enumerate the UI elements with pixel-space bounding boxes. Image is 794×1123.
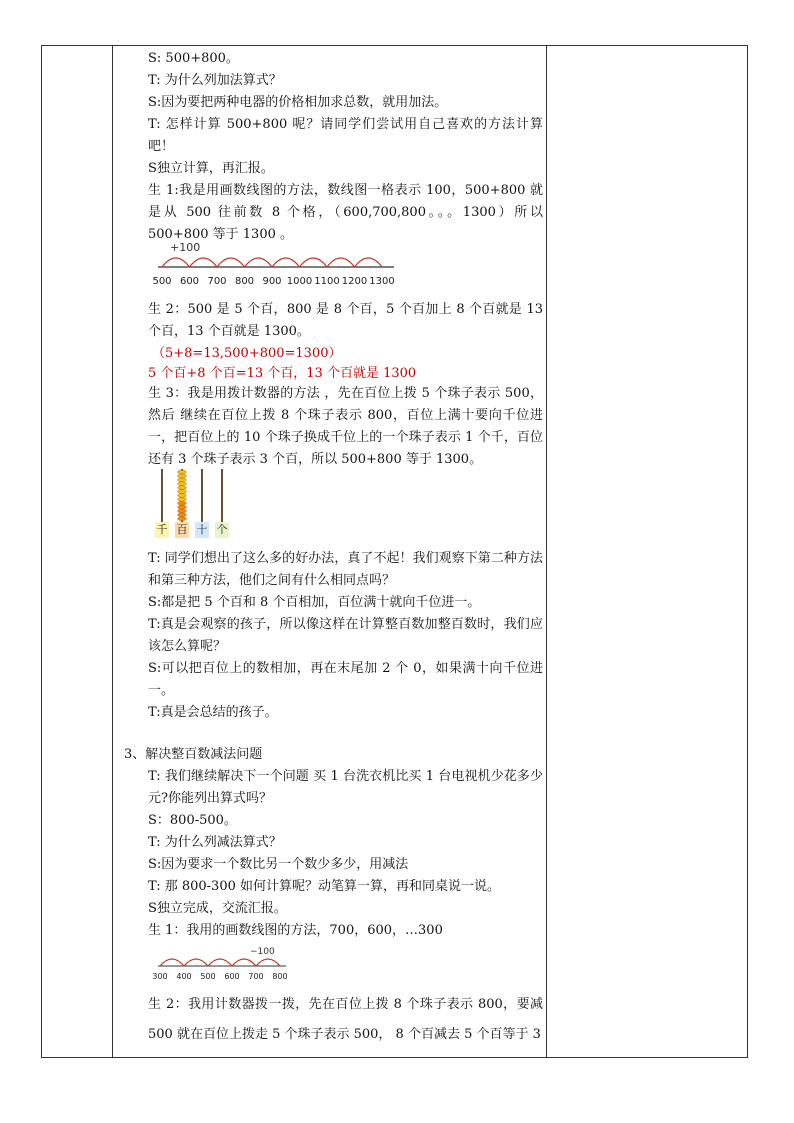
tick-label: 800: [234, 276, 255, 287]
tick-label: 500: [152, 276, 172, 287]
tick-label: 1100: [314, 276, 340, 287]
jump-arc: [327, 258, 355, 267]
tick-label: 800: [272, 972, 288, 981]
tick-label: 900: [262, 276, 282, 287]
line-18: S：800-500。: [148, 813, 237, 828]
jump-arc: [355, 258, 383, 267]
line-14: S:可以把百位上的数相加，再在末尾加 2 个 0，如果满十向千位进一。: [148, 661, 543, 698]
line-3: S:因为要把两种电器的价格相加求总数，就用加法。: [148, 95, 448, 110]
abacus-bead: [178, 513, 187, 517]
abacus-bead: [178, 478, 187, 482]
line-15: T:真是会总结的孩子。: [148, 705, 278, 720]
line-10: 生 3：我是用拨计数器的方法 ，先在百位上拨 5 个珠子表示 500，然后 继续在百位上拨 8 个珠子表示 800，百位上满十要向千位进一，把百位上的 10 个珠子换成千位上的一个珠子表示 1 个千，百位还有 3 个珠子表示 3 个百，所以 500+800 等于 1300。: [148, 386, 543, 467]
tick-label: 400: [176, 972, 192, 981]
line-5: S独立计算，再汇报。: [148, 161, 274, 176]
line-23: 生 1：我用的画数线图的方法，700，600，…300: [148, 923, 443, 938]
abacus-bead: [178, 505, 187, 509]
number-line-addition: [154, 239, 404, 291]
abacus-bead: [178, 494, 187, 498]
tick-label: 1300: [369, 276, 395, 287]
jump-arc: [232, 959, 256, 966]
line-13: T:真是会观察的孩子，所以像这样在计算整百数加整百数时，我们应该怎么算呢？: [148, 617, 543, 654]
abacus-rods: [154, 469, 244, 523]
jump-arc: [300, 258, 328, 267]
abacus-label-thousands: 千: [156, 523, 168, 536]
abacus-bead: [178, 474, 187, 478]
line-17: T: 我们继续解决下一个问题 买 1 台洗衣机比买 1 台电视机少花多少元?你能列出算式吗？: [148, 769, 543, 806]
abacus-label-ones: 个: [216, 523, 228, 536]
tick-label: 600: [179, 276, 200, 287]
abacus-beads: [178, 470, 187, 521]
number-line-step-label: −100: [250, 947, 275, 957]
jump-arc: [217, 258, 245, 267]
line-7: 生 2：500 是 5 个百，800 是 8 个百，5 个百加上 8 个百就是 13 个百，13 个百就是 1300。: [148, 302, 543, 339]
line-2: T: 为什么列加法算式？: [148, 73, 282, 88]
column-divider-right: [546, 46, 547, 1057]
number-line-tick-labels: [152, 276, 394, 287]
line-4: T: 怎样计算 500+800 呢？请同学们尝试用自己喜欢的方法计算吧！: [148, 117, 543, 154]
line-1: S: 500+800。: [148, 51, 239, 66]
number-line-subtraction: [154, 944, 294, 982]
tick-label: 700: [207, 276, 227, 287]
abacus-bead: [178, 486, 187, 490]
tick-label: 300: [152, 972, 168, 981]
abacus-bead: [178, 470, 187, 474]
abacus-figure: [154, 469, 244, 541]
section-heading: 3、解决整百数减法问题: [124, 747, 263, 762]
abacus-bead: [178, 501, 187, 505]
jump-arc: [272, 258, 300, 267]
tick-label: 600: [224, 972, 240, 981]
abacus-bead: [178, 490, 187, 494]
jump-arc: [208, 959, 232, 966]
line-22: S独立完成，交流汇报。: [148, 901, 287, 916]
line-21: T: 那 800-300 如何计算呢？动笔算一算，再和同桌说一说。: [148, 879, 501, 894]
number-line-arcs: [160, 959, 280, 966]
lesson-table: [41, 45, 748, 1058]
line-8: （5+8=13,500+800=1300）: [152, 346, 342, 361]
line-12: S:都是把 5 个百和 8 个百相加，百位满十就向千位进一。: [148, 595, 481, 610]
tick-label: 1000: [286, 276, 313, 287]
abacus-bead: [178, 517, 187, 521]
tick-label: 500: [200, 972, 216, 981]
number-line-arcs: [162, 258, 382, 267]
line-11: T: 同学们想出了这么多的好办法，真了不起！我们观察下第二种方法和第三种方法，他们之间有什么相同点吗？: [148, 551, 543, 588]
line-9: 5 个百+8 个百=13 个百，13 个百就是 1300: [148, 366, 417, 381]
abacus-bead: [178, 497, 187, 501]
tick-label: 1200: [341, 276, 368, 287]
jump-arc: [160, 959, 184, 966]
tick-label: 700: [248, 972, 264, 981]
number-line-tick-labels: [152, 972, 287, 981]
line-6: 生 1:我是用画数线图的方法，数线图一格表示 100，500+800 就是从 500 往前数 8 个格，（600,700,800。。。1300）所以 500+800 等于 1300 。: [148, 183, 543, 242]
jump-arc: [162, 258, 190, 267]
line-19: T: 为什么列减法算式？: [148, 835, 282, 850]
column-divider-left: [112, 46, 113, 1057]
line-20: S:因为要求一个数比另一个数少多少，用减法: [148, 857, 409, 872]
abacus-label-hundreds: 百: [176, 523, 188, 536]
jump-arc: [190, 258, 218, 267]
jump-arc: [256, 959, 280, 966]
jump-arc: [184, 959, 208, 966]
line-24: 生 2：我用计数器拨一拨，先在百位上拨 8 个珠子表示 800，要减 500 就在百位上拨走 5 个珠子表示 500， 8 个百减去 5 个百等于 3: [148, 997, 543, 1042]
abacus-bead: [178, 482, 187, 486]
number-line-step-label: +100: [170, 241, 201, 254]
abacus-label-tens: 十: [196, 523, 208, 536]
abacus-bead: [178, 509, 187, 513]
jump-arc: [245, 258, 273, 267]
